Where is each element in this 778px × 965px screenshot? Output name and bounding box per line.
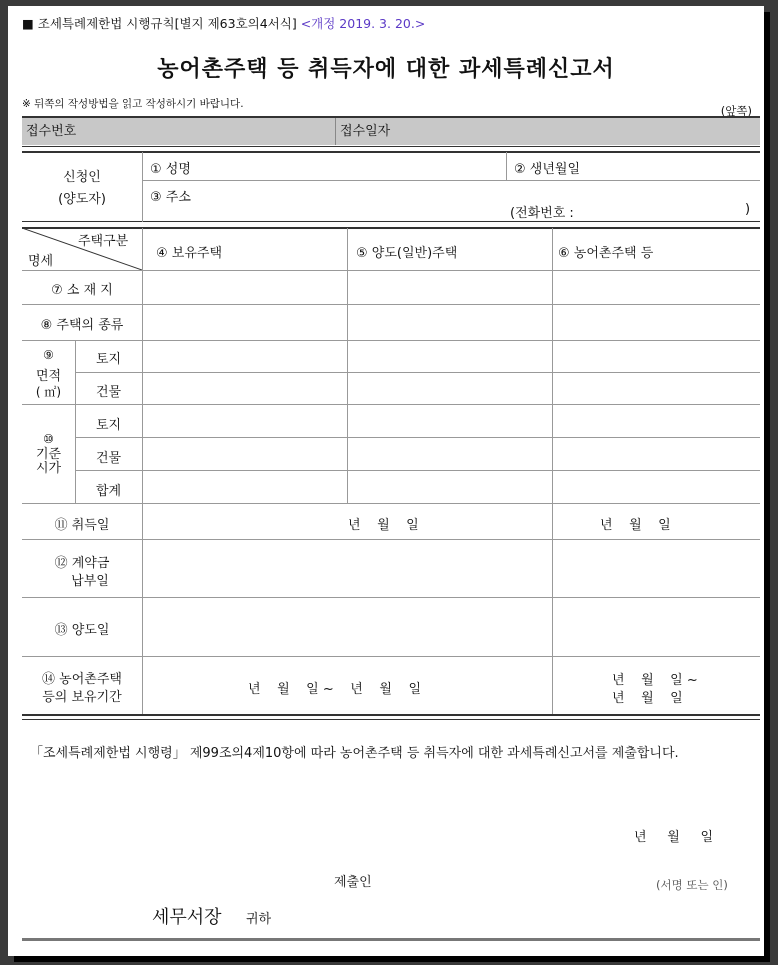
rule [22, 151, 760, 153]
deposit-date-label-b: 납부일 [71, 574, 109, 589]
held-housing-header: ④ 보유주택 [156, 246, 223, 261]
phone-close: ) [745, 202, 751, 217]
applicant-label: 신청인 [63, 170, 101, 185]
location-row-label: ⑦ 소 재 지 [51, 283, 113, 298]
price-building-label: 건물 [95, 451, 122, 466]
price-total-label: 합계 [95, 484, 122, 499]
receipt-date-field[interactable]: 접수일자 [340, 124, 391, 139]
receipt-row [22, 118, 760, 145]
rural-housing-header: ⑥ 농어촌주택 등 [558, 246, 654, 261]
rule [142, 180, 760, 181]
rule [22, 719, 760, 720]
address-field[interactable]: ③ 주소 [150, 190, 191, 205]
rule [75, 470, 760, 471]
rule [22, 597, 760, 598]
holding-period-value[interactable]: 년 월 일 ~ 년 월 일 [248, 682, 422, 697]
form-title: 농어촌주택 등 취득자에 대한 과세특례신고서 [157, 57, 615, 82]
signature-label[interactable]: (서명 또는 인) [656, 878, 728, 892]
acquisition-date-label: ⑪ 취득일 [54, 518, 110, 533]
area-land-label: 토지 [95, 352, 122, 367]
rule [75, 437, 760, 438]
rule [22, 270, 760, 271]
addressee-suffix: 귀하 [246, 912, 272, 927]
declaration-text: 「조세특례제한법 시행령」 제99조의4제10항에 따라 농어촌주택 등 취득자에 대한 과세특례신고서를 제출합니다. [30, 746, 679, 761]
acquisition-date-rural[interactable]: 년 월 일 [600, 518, 671, 533]
rule [22, 539, 760, 540]
area-label: 면적 [35, 369, 62, 384]
base-price-label-a: 기준 [35, 447, 62, 462]
addressee-title: 세무서장 [152, 907, 222, 928]
revision-date: <개정 2019. 3. 20.> [300, 16, 426, 31]
page-shadow-bottom [14, 956, 770, 962]
rule [22, 304, 760, 305]
receipt-divider [335, 118, 336, 145]
area-building-label: 건물 [95, 385, 122, 400]
applicant-sublabel: (양도자) [58, 192, 106, 207]
submitter-label: 제출인 [334, 875, 372, 890]
receipt-number-field[interactable]: 접수번호 [26, 124, 77, 139]
acquisition-date-held[interactable]: 년 월 일 [348, 518, 419, 533]
name-field[interactable]: ① 성명 [150, 162, 191, 177]
area-unit: ( ㎡) [35, 385, 62, 399]
rural-period-from[interactable]: 년 월 일 ~ [612, 673, 698, 688]
rule [22, 221, 760, 222]
rule [142, 152, 143, 222]
rule [552, 228, 553, 714]
housing-type-header: 주택구분 [78, 234, 129, 249]
birthdate-field[interactable]: ② 생년월일 [514, 162, 581, 177]
rule [142, 228, 143, 714]
rule [22, 404, 760, 405]
form-page [8, 6, 764, 956]
price-land-label: 토지 [95, 418, 122, 433]
page-shadow-right [764, 12, 770, 958]
instruction-note: ※ 뒤쪽의 작성방법을 읽고 작성하시기 바랍니다. [22, 98, 244, 110]
footer-bar [22, 938, 760, 941]
holding-period-label-b: 등의 보유기간 [42, 690, 122, 705]
front-side-label: (앞쪽) [720, 104, 752, 118]
rule [506, 152, 507, 180]
rule [22, 340, 760, 341]
submission-date[interactable]: 년 월 일 [634, 830, 713, 845]
phone-field[interactable]: (전화번호 : [510, 206, 574, 221]
transferred-housing-header: ⑤ 양도(일반)주택 [356, 246, 458, 261]
base-price-num: ⑩ [43, 432, 54, 446]
rural-period-to[interactable]: 년 월 일 [612, 691, 683, 706]
form-header [22, 14, 425, 32]
details-header: 명세 [28, 254, 54, 269]
rule [75, 372, 760, 373]
form-id: ■ 조세특례제한법 시행규칙[별지 제63호의4서식] [22, 16, 297, 31]
base-price-label-b: 시가 [35, 461, 62, 476]
deposit-date-label-a: ⑫ 계약금 [54, 556, 110, 571]
rule [22, 714, 760, 716]
rule [22, 146, 760, 147]
rule [22, 116, 760, 118]
housing-kind-row-label: ⑧ 주택의 종류 [40, 318, 124, 333]
rule [22, 656, 760, 657]
area-num: ⑨ [43, 348, 54, 362]
rule [22, 503, 760, 504]
transfer-date-label: ⑬ 양도일 [54, 623, 110, 638]
holding-period-label-a: ⑭ 농어촌주택 [42, 672, 122, 687]
